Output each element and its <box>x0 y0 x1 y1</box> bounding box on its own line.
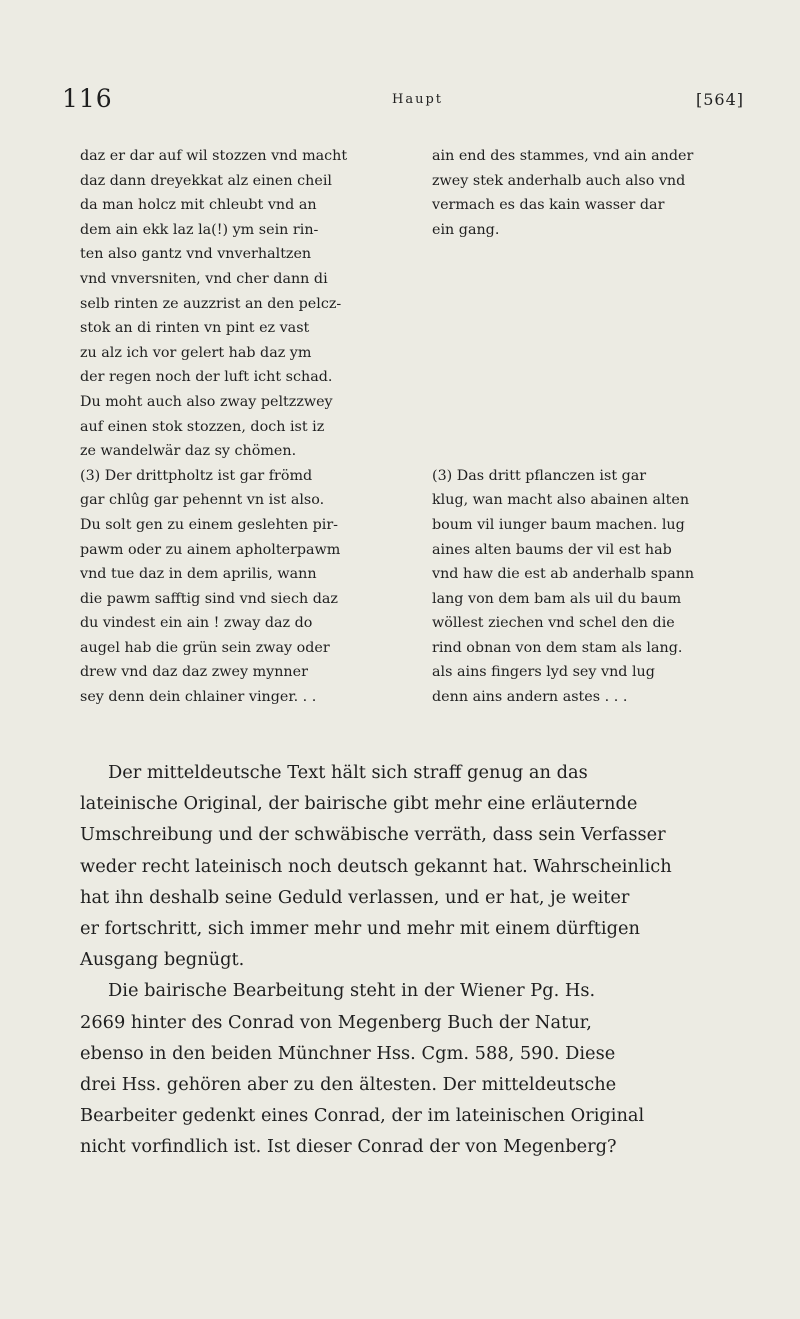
left-line: gar chlûg gar pehennt vn ist also. <box>80 492 325 509</box>
left-line: daz er dar auf wil stozzen vnd macht <box>80 148 348 164</box>
right-line: boum vil iunger baum machen. lug <box>432 516 685 533</box>
left-line: selb rinten ze auzzrist an den pelcz- <box>80 295 342 312</box>
right-line: (3) Das dritt pflanczen ist gar <box>432 467 647 484</box>
left-line: ze wandelwär daz sy chömen. <box>80 443 297 460</box>
left-line: vnd tue daz in dem aprilis, wann <box>80 566 317 583</box>
right-column <box>432 144 764 710</box>
running-title: Haupt <box>392 92 444 107</box>
paragraph-line: hat ihn deshalb seine Geduld verlassen, und er hat, je weiter <box>80 886 630 908</box>
right-line: ain end des stammes, vnd ain ander <box>432 148 694 164</box>
blank-line <box>432 242 764 267</box>
left-line: Du solt gen zu einem geslehten pir- <box>80 516 339 533</box>
paragraph-line: Bearbeiter gedenkt eines Conrad, der im lateinischen Original <box>80 1105 645 1127</box>
blank-line <box>432 267 764 292</box>
paragraph-line: 2669 hinter des Conrad von Megenberg Buch der Natur, <box>80 1011 592 1033</box>
right-line: vnd haw die est ab anderhalb spann <box>432 566 695 583</box>
left-line: pawm oder zu ainem apholterpawm <box>80 541 341 558</box>
left-line: daz dann dreyekkat alz einen cheil <box>80 172 332 189</box>
page-number: 116 <box>62 84 113 113</box>
left-line: Du moht auch also zway peltzzwey <box>80 393 333 410</box>
blank-line <box>432 341 764 366</box>
left-line: sey denn dein chlainer vinger. . . <box>80 689 317 706</box>
paragraph-line: er fortschritt, sich immer mehr und mehr mit einem dürftigen <box>80 917 640 939</box>
blank-line <box>432 292 764 317</box>
right-line: rind obnan von dem stam als lang. <box>432 639 683 656</box>
paragraph-line: Umschreibung und der schwäbische verräth, dass sein Verfasser <box>80 824 666 846</box>
right-line: denn ains andern astes . . . <box>432 689 628 706</box>
paragraph-line: nicht vorfindlich ist. Ist dieser Conrad der von Megenberg? <box>80 1136 617 1158</box>
left-column <box>80 144 412 710</box>
left-line: drew vnd daz daz zwey mynner <box>80 664 308 681</box>
paragraph-line: Der mitteldeutsche Text hält sich straff genug an das <box>108 762 588 783</box>
right-line: aines alten baums der vil est hab <box>432 541 672 558</box>
left-line: ten also gantz vnd vnverhaltzen <box>80 246 312 263</box>
blank-line <box>432 439 764 464</box>
page-header <box>62 84 744 118</box>
blank-line <box>432 390 764 415</box>
paragraph-line: drei Hss. gehören aber zu den ältesten. Der mitteldeutsche <box>80 1073 617 1095</box>
left-line: du vindest ein ain ! zway daz do <box>80 615 313 632</box>
left-line: die pawm safftig sind vnd siech daz <box>80 590 338 607</box>
paragraph-line: Ausgang begnügt. <box>80 949 245 971</box>
right-line: als ains fingers lyd sey vnd lug <box>432 664 655 681</box>
commentary-text <box>80 757 760 1162</box>
right-line: klug, wan macht also abainen alten <box>432 492 690 509</box>
right-line: lang von dem bam als uil du baum <box>432 590 682 607</box>
right-line: wöllest ziechen vnd schel den die <box>432 615 675 632</box>
left-line: da man holcz mit chleubt vnd an <box>80 197 317 214</box>
left-line: (3) Der drittpholtz ist gar frömd <box>80 467 313 484</box>
left-line: dem ain ekk laz la(!) ym sein rin- <box>80 221 319 238</box>
right-line: zwey stek anderhalb auch also vnd <box>432 172 686 189</box>
left-line: auf einen stok stozzen, doch ist iz <box>80 418 325 435</box>
paragraph-line: weder recht lateinisch noch deutsch gekannt hat. Wahrscheinlich <box>80 855 672 877</box>
left-line: stok an di rinten vn pint ez vast <box>80 320 310 337</box>
blank-line <box>432 316 764 341</box>
left-line: augel hab die grün sein zway oder <box>80 639 330 656</box>
left-line: der regen noch der luft icht schad. <box>80 369 333 386</box>
paragraph-line: ebenso in den beiden Münchner Hss. Cgm. 588, 590. Diese <box>80 1042 616 1064</box>
section-signature: [564] <box>695 90 744 109</box>
left-line: vnd vnversniten, vnd cher dann di <box>80 270 328 287</box>
left-line: zu alz ich vor gelert hab daz ym <box>80 344 312 361</box>
right-line: vermach es das kain wasser dar <box>432 197 665 214</box>
right-line: ein gang. <box>432 221 500 238</box>
paragraph-line: Die bairische Bearbeitung steht in der Wiener Pg. Hs. <box>108 980 596 1002</box>
paragraph-line: lateinische Original, der bairische gibt mehr eine erläuternde <box>80 793 638 815</box>
blank-line <box>432 415 764 440</box>
blank-line <box>432 365 764 390</box>
